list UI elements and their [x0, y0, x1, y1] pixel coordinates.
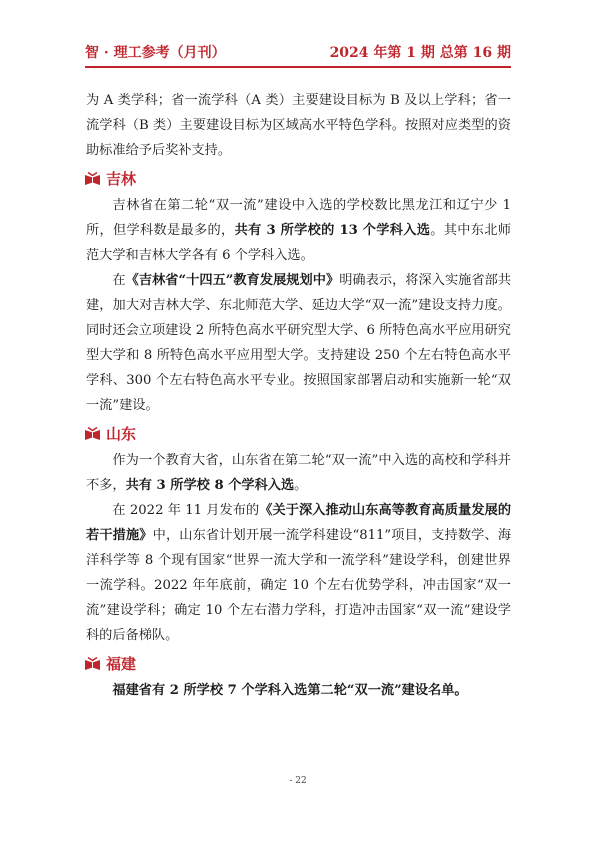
intro-paragraph: 为 A 类学科；省一流学科（A 类）主要建设目标为 B 及以上学科；省一流学科（B 类）主要建设目标为区域高水平特色学科。按照对应类型的资助标准给予后奖补支持。 [86, 93, 511, 158]
fujian-paragraph-1 [86, 678, 511, 703]
book-icon [84, 656, 101, 671]
shandong-paragraph-2 [86, 498, 511, 648]
text-run: 作为一个教育大省，山东省在第二轮“双一流”中入选的高校和学科并不多， [86, 453, 511, 493]
text-run: 在 2022 年 11 月发布的 [112, 503, 260, 518]
section-heading-fujian [84, 650, 511, 676]
page-number: - 22 [289, 776, 307, 786]
text-run: 吉林省在第二轮“双一流”建设中入选的学校数比黑龙江和辽宁少 1 所，但学科数是最多的， [86, 198, 511, 238]
text-run: 。其中东北师范大学和吉林大学各有 6 个学科入选。 [86, 223, 511, 263]
section-heading-shandong [84, 420, 511, 446]
jilin-paragraph-1 [86, 193, 511, 268]
jilin-paragraph-2 [86, 268, 511, 418]
bold-text-run: 《吉林省“十四五”教育发展规划中》 [125, 273, 340, 288]
shandong-paragraph-1 [86, 448, 511, 498]
text-run: 。 [294, 478, 308, 493]
issue-info: 2024 年第 1 期 总第 16 期 [329, 45, 511, 61]
text-run: 明确表示，将深入实施省部共建，加大对吉林大学、东北师范大学、延边大学“双一流”建设支持力度。同时还会立项建设 2 所特色高水平研究型大学、6 所特色高水平应用研究型大学和 8 所特色高水平应用型大学。支持建设 250 个左右特色高水平学科、300 个左右特色高水平专业。按照国家部署启动和实施新一轮“双一流”建设。 [86, 273, 512, 413]
text-run: 在 [112, 273, 126, 288]
section-heading-jilin [84, 165, 511, 191]
section-title: 吉林 [106, 169, 137, 188]
book-icon [84, 171, 101, 186]
journal-title: 智 · 理工参考（月刊） [85, 45, 226, 61]
bold-text-run: 共有 3 所学校 8 个学科入选 [125, 478, 295, 493]
bold-text-run: 共有 3 所学校的 13 个学科入选 [234, 223, 431, 238]
bold-text-run: 福建省有 2 所学校 7 个学科入选第二轮“双一流”建设名单。 [112, 683, 468, 698]
section-title: 福建 [106, 654, 137, 673]
page-header [85, 40, 511, 62]
bold-text-run: 《关于深入推动山东高等教育高质量发展的若干措施》 [86, 503, 512, 543]
header-rule [85, 66, 511, 68]
section-title: 山东 [106, 424, 137, 443]
book-icon [84, 426, 101, 441]
article-body [86, 88, 511, 703]
text-run: 中，山东省计划开展一流学科建设“811”项目，支持数学、海洋科学等 8 个现有国家“世界一流大学和一流学科”建设学科，创建世界一流学科。2022 年年底前，确定 10 个左右优势学科，冲击国家“双一流”建设学科；确定 10 个左右潜力学科，打造冲击国家“双一流”建设学科的后备梯队。 [86, 528, 512, 643]
